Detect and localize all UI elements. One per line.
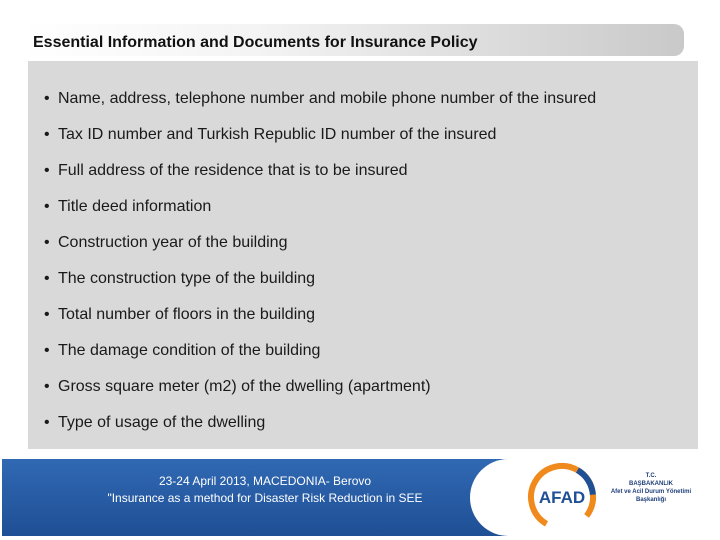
bullet-list: [44, 88, 596, 448]
bullet-icon: •: [44, 378, 50, 395]
list-item: [44, 304, 596, 340]
bullet-icon: •: [44, 234, 50, 251]
list-item-text: Name, address, telephone number and mobile phone number of the insured: [58, 90, 597, 107]
list-item: [44, 124, 596, 160]
slide-title: Essential Information and Documents for Insurance Policy: [33, 34, 478, 51]
bullet-icon: •: [44, 414, 50, 431]
list-item: [44, 340, 596, 376]
bullet-icon: •: [44, 306, 50, 323]
list-item: [44, 88, 596, 124]
afad-logo-text: AFAD: [538, 488, 586, 507]
list-item: [44, 196, 596, 232]
list-item: [44, 160, 596, 196]
list-item-text: The damage condition of the building: [58, 342, 321, 359]
bullet-icon: •: [44, 90, 50, 107]
list-item: [44, 376, 596, 412]
bullet-icon: •: [44, 162, 50, 179]
list-item: [44, 412, 596, 448]
list-item-text: Gross square meter (m2) of the dwelling (apartment): [58, 378, 431, 395]
ministry-line-3: Afet ve Acil Durum Yönetimi Başkanlığı: [610, 489, 692, 503]
list-item: [44, 232, 596, 268]
list-item-text: Construction year of the building: [58, 234, 288, 251]
bullet-icon: •: [44, 342, 50, 359]
bullet-icon: •: [44, 270, 50, 287]
footer-event-text: 23-24 April 2013, MACEDONIA- Berovo: [158, 474, 372, 488]
afad-logo: [524, 459, 600, 535]
list-item-text: Total number of floors in the building: [58, 306, 316, 323]
list-item: [44, 268, 596, 304]
list-item-text: Tax ID number and Turkish Republic ID number of the insured: [58, 126, 497, 143]
ministry-line-1: T.C.: [645, 473, 657, 479]
list-item-text: Full address of the residence that is to be insured: [58, 162, 408, 179]
list-item-text: The construction type of the building: [58, 270, 316, 287]
list-item-text: Type of usage of the dwelling: [58, 414, 266, 431]
list-item-text: Title deed information: [58, 198, 212, 215]
bullet-icon: •: [44, 126, 50, 143]
footer-subtitle-text: "Insurance as a method for Disaster Risk Reduction in SEE: [107, 491, 423, 505]
ministry-label: [596, 472, 706, 504]
ministry-line-2: BAŞBAKANLIK: [629, 481, 673, 487]
bullet-icon: •: [44, 198, 50, 215]
